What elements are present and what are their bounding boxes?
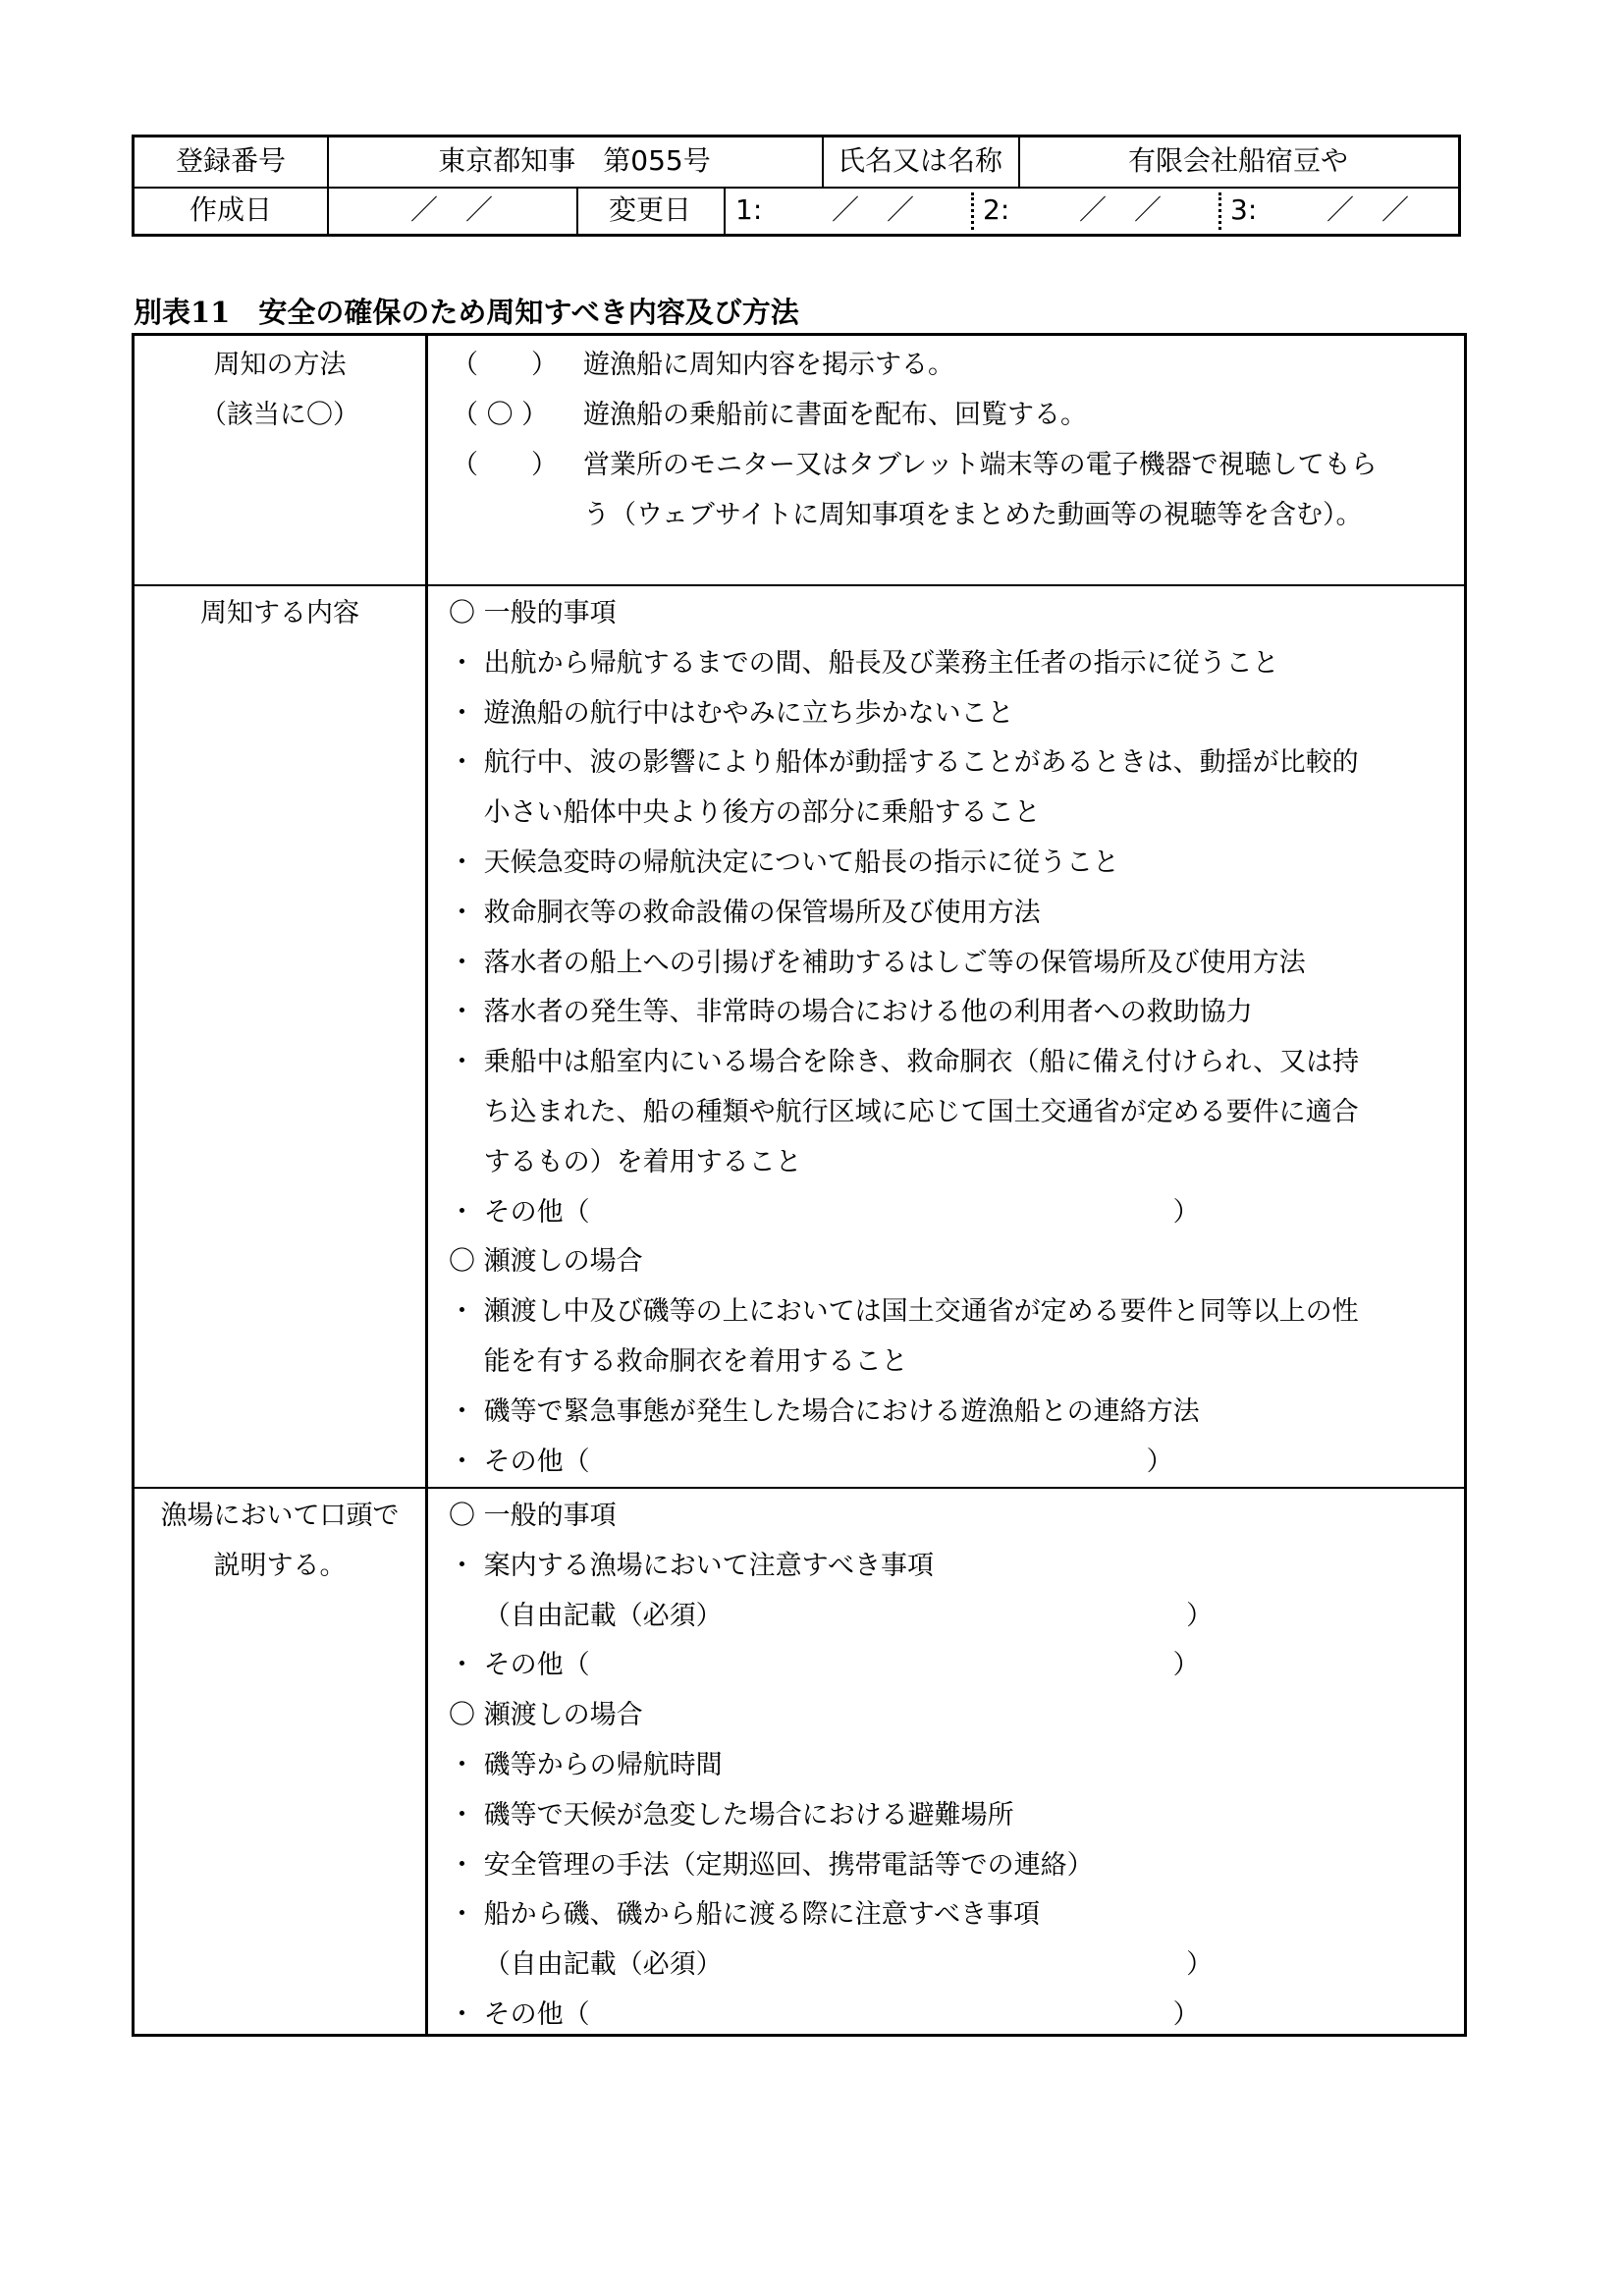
method-option-mark: （ 〇 ） xyxy=(452,400,549,430)
method-label-note: （該当に〇） xyxy=(200,400,359,430)
method-label: 周知の方法 xyxy=(213,350,347,380)
oral-line: ・ 磯等からの帰航時間 xyxy=(449,1750,723,1780)
created-date-value: ／ ／ xyxy=(409,193,493,226)
content-line: 〇 一般的事項 xyxy=(449,598,617,629)
label-column-divider xyxy=(425,336,428,2034)
change-2-number: 2: xyxy=(983,193,1010,226)
content-line: ・ 出航から帰航するまでの間、船長及び業務主任者の指示に従うこと xyxy=(449,647,1279,679)
oral-line: ・ 案内する漁場において注意すべき事項 xyxy=(449,1550,935,1581)
content-line: ・ 天候急変時の帰航決定について船長の指示に従うこと xyxy=(449,847,1120,878)
method-option-mark: （ ） xyxy=(452,450,558,480)
row-divider xyxy=(135,1487,1464,1489)
change-1-date: ／ ／ xyxy=(832,193,915,226)
oral-line: （自由記載（必須） ） xyxy=(449,1600,1214,1631)
content-line: ・ 磯等で緊急事態が発生した場合における遊漁船との連絡方法 xyxy=(449,1395,1200,1427)
method-option-text: 遊漁船に周知内容を掲示する。 xyxy=(583,350,954,380)
content-line: 〇 瀬渡しの場合 xyxy=(449,1246,643,1278)
method-option-text: 遊漁船の乗船前に書面を配布、回覧する。 xyxy=(583,400,1087,430)
registration-header-table xyxy=(132,135,1461,237)
registration-number-label: 登録番号 xyxy=(175,144,286,177)
change-1-number: 1: xyxy=(735,193,763,226)
oral-line: 〇 一般的事項 xyxy=(449,1501,617,1531)
header-col-divider xyxy=(724,187,726,234)
content-label: 周知する内容 xyxy=(200,598,359,629)
oral-line: 〇 瀬渡しの場合 xyxy=(449,1700,643,1731)
content-line: ・ 航行中、波の影響により船体が動揺することがあるときは、動揺が比較的 xyxy=(449,747,1359,779)
safety-notice-table xyxy=(132,333,1467,2037)
content-line: ・ 乗船中は船室内にいる場合を除き、救命胴衣（船に備え付けられ、又は持 xyxy=(449,1047,1360,1078)
method-option-text-cont: う（ウェブサイトに周知事項をまとめた動画等の視聴等を含む）。 xyxy=(583,500,1363,530)
change-3-date: ／ ／ xyxy=(1326,193,1410,226)
oral-label: 漁場において口頭で xyxy=(160,1501,400,1531)
name-value: 有限会社船宿豆や xyxy=(1127,144,1348,177)
oral-line: （自由記載（必須） ） xyxy=(449,1949,1214,1981)
content-line: 能を有する救命胴衣を着用すること xyxy=(449,1346,908,1377)
header-dotted-divider xyxy=(1218,192,1221,230)
header-dotted-divider xyxy=(971,192,974,230)
content-line: ・ その他（ ） xyxy=(449,1196,1200,1228)
oral-line: ・ その他（ ） xyxy=(449,1999,1200,2030)
created-date-label: 作成日 xyxy=(189,193,272,226)
oral-label-cont: 説明する。 xyxy=(213,1551,347,1581)
method-option-text: 営業所のモニター又はタブレット端末等の電子機器で視聴してもら xyxy=(583,450,1378,480)
content-line: ・ 遊漁船の航行中はむやみに立ち歩かないこと xyxy=(449,697,1014,729)
content-line: 小さい船体中央より後方の部分に乗船すること xyxy=(449,797,1041,829)
changed-date-label: 変更日 xyxy=(608,193,691,226)
table-caption: 別表11 安全の確保のため周知すべき内容及び方法 xyxy=(134,296,799,329)
oral-line: ・ 磯等で天候が急変した場合における避難場所 xyxy=(449,1799,1014,1831)
change-3-number: 3: xyxy=(1230,193,1258,226)
change-2-date: ／ ／ xyxy=(1079,193,1163,226)
oral-line: ・ 安全管理の手法（定期巡回、携帯電話等での連絡） xyxy=(449,1849,1094,1881)
oral-line: ・ 船から磯、磯から船に渡る際に注意すべき事項 xyxy=(449,1899,1041,1931)
content-line: ・ 落水者の発生等、非常時の場合における他の利用者への救助協力 xyxy=(449,997,1253,1028)
content-line: ・ 落水者の船上への引揚げを補助するはしご等の保管場所及び使用方法 xyxy=(449,947,1306,978)
name-label: 氏名又は名称 xyxy=(837,144,1002,177)
registration-number-value: 東京都知事 第055号 xyxy=(438,144,711,177)
oral-line: ・ その他（ ） xyxy=(449,1650,1200,1681)
method-option-mark: （ ） xyxy=(452,350,558,380)
content-line: ・ 救命胴衣等の救命設備の保管場所及び使用方法 xyxy=(449,897,1041,928)
content-line: ち込まれた、船の種類や航行区域に応じて国土交通省が定める要件に適合 xyxy=(449,1097,1359,1127)
content-line: するもの）を着用すること xyxy=(449,1146,802,1177)
row-divider xyxy=(135,584,1464,586)
content-line: ・ 瀬渡し中及び磯等の上においては国土交通省が定める要件と同等以上の性 xyxy=(449,1296,1359,1328)
content-line: ・ その他（ ） xyxy=(449,1446,1173,1477)
